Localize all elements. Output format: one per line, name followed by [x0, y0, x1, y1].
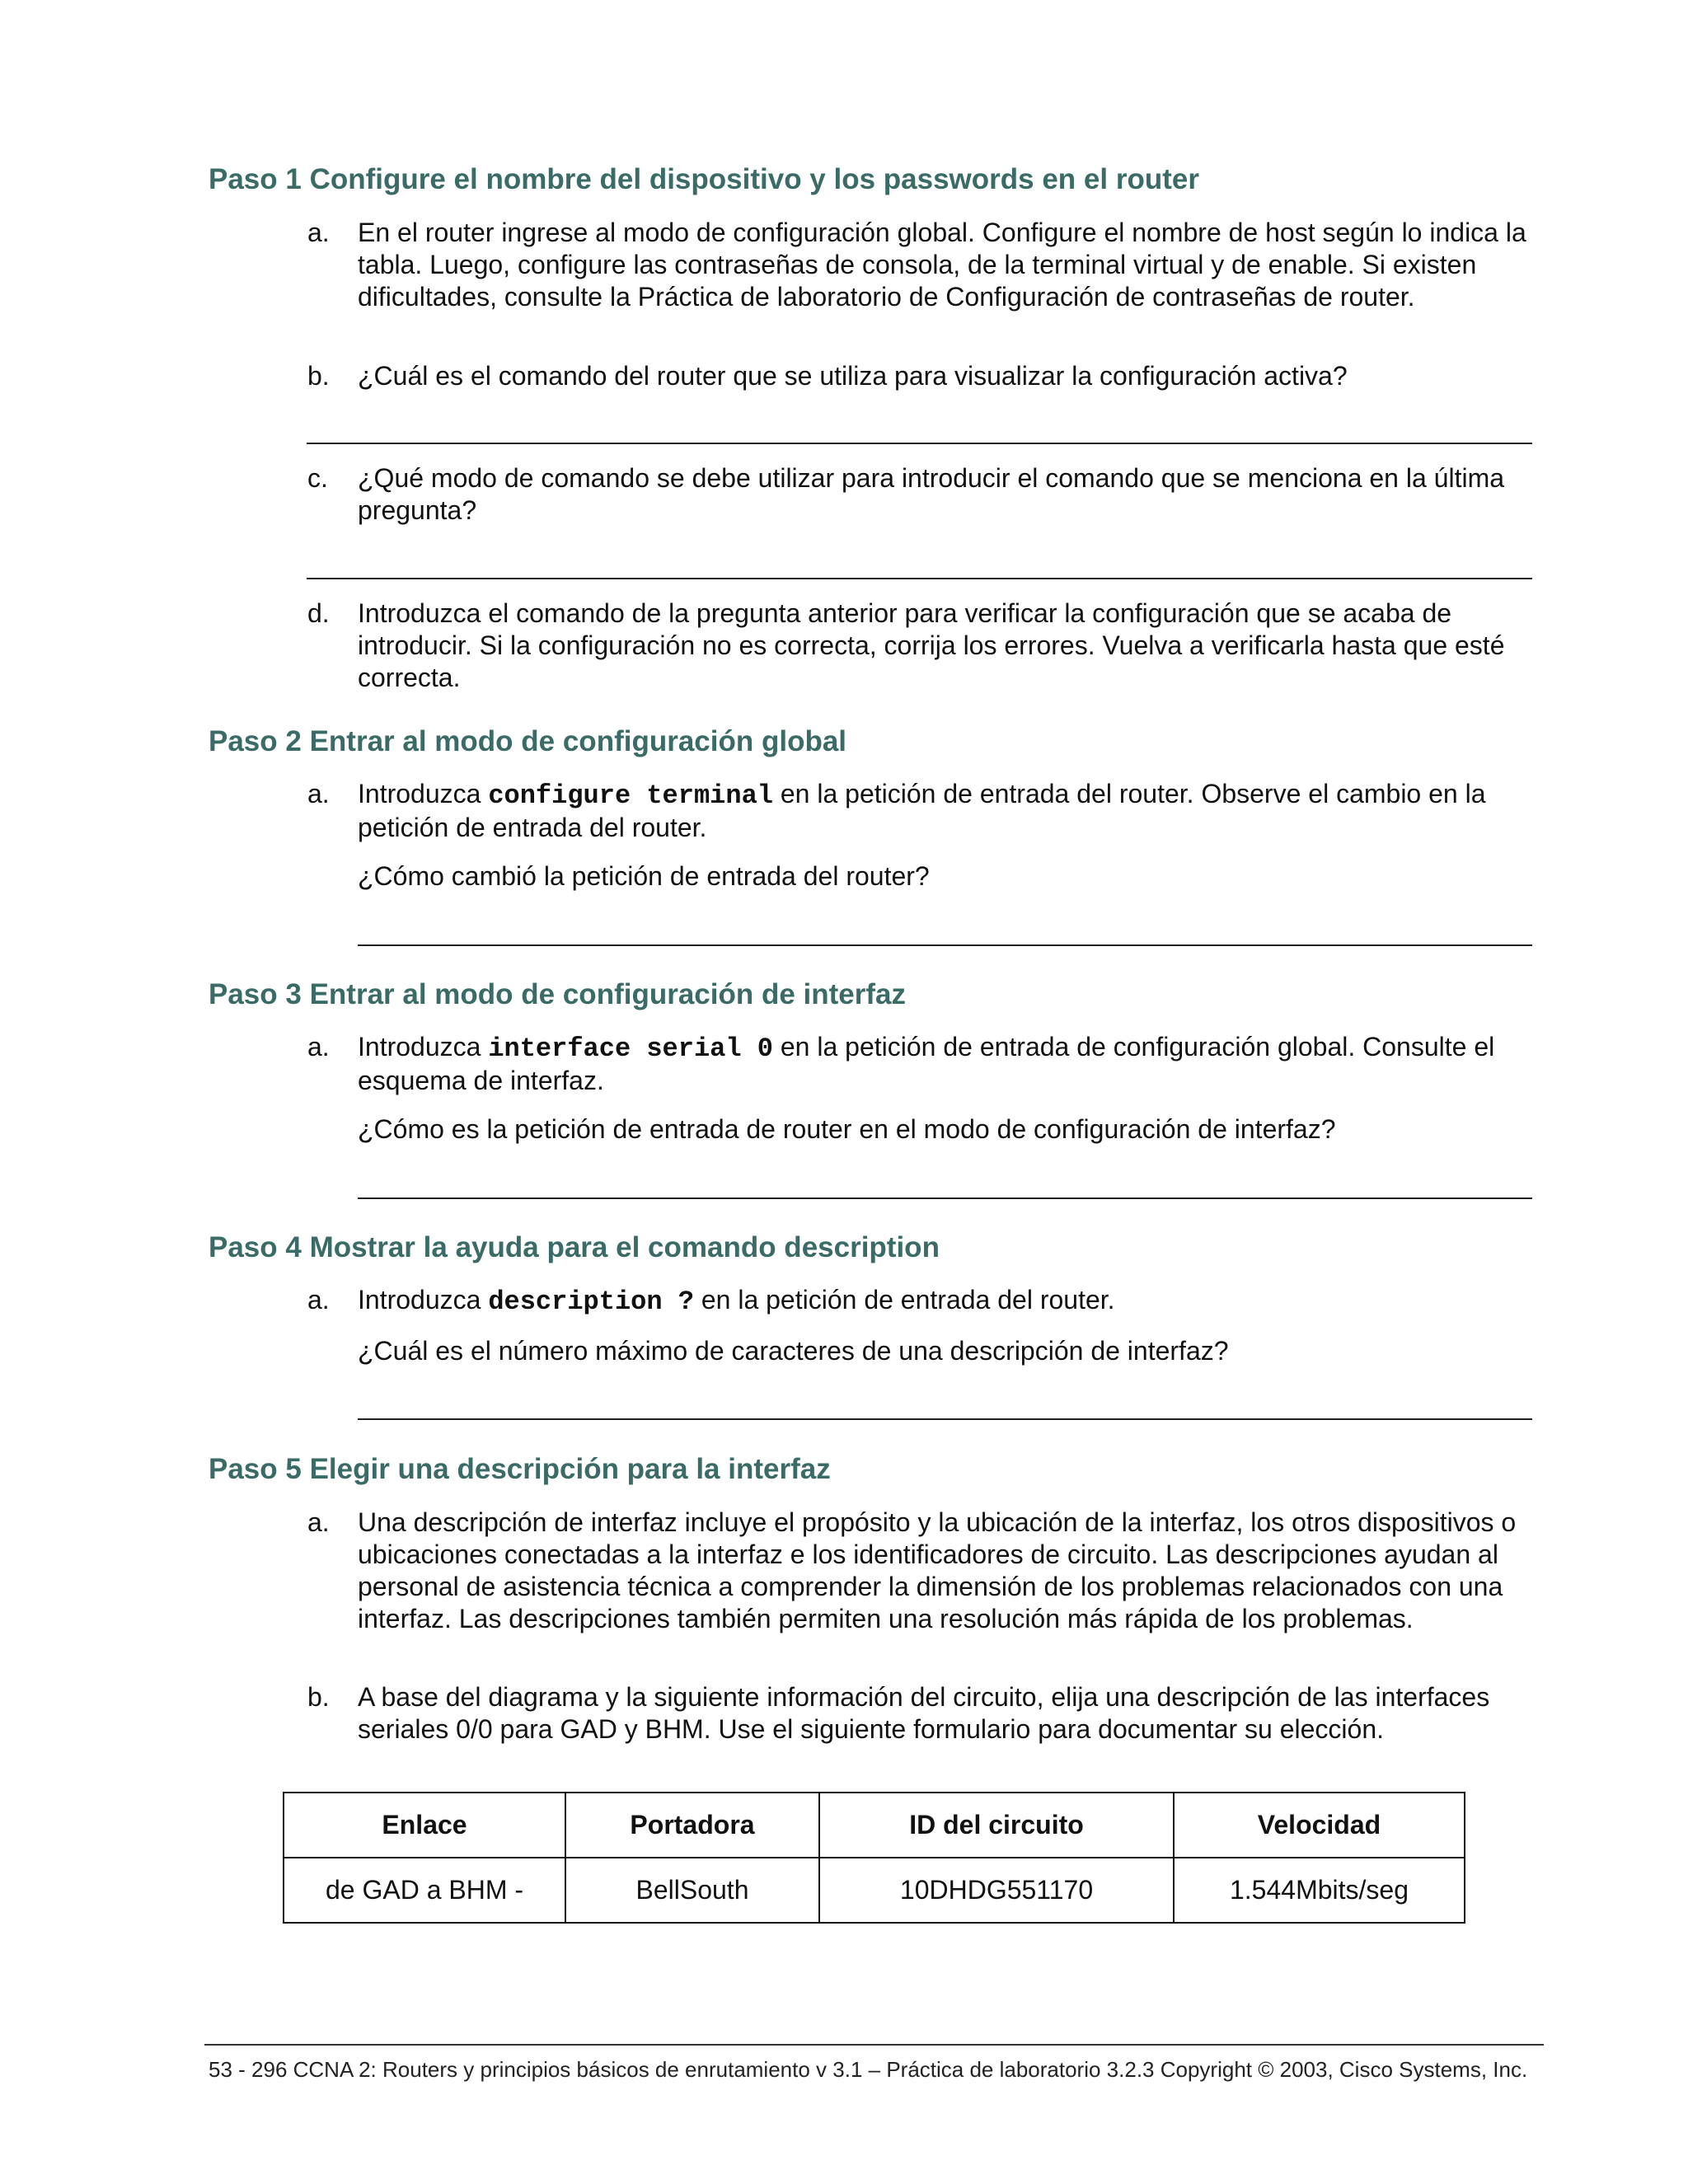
answer-line-3[interactable] [358, 1197, 1532, 1199]
paso4-heading: Paso 4 Mostrar la ayuda para el comando description [209, 1231, 940, 1263]
paso1-a-label: a. [307, 218, 330, 247]
paso2-a-label: a. [307, 779, 330, 808]
paso1-b-text: ¿Cuál es el comando del router que se utiliza para visualizar la configuración activa? [358, 361, 1348, 391]
paso1-d-label: d. [307, 598, 330, 628]
answer-line-1b[interactable] [307, 443, 1532, 444]
paso3-a-text: Introduzca interface serial 0 en la petición de entrada de configuración global. Consulte el esquema de interfaz. [358, 1032, 1495, 1095]
paso1-d-text: Introduzca el comando de la pregunta anterior para verificar la configuración que se acaba de introducir. Si la configuración no es correcta, corrija los errores. Vuelva a verificarla hasta que esté correcta. [358, 598, 1505, 692]
header-portadora: Portadora [565, 1793, 819, 1858]
cell-portadora: BellSouth [565, 1858, 819, 1923]
paso3-a-label: a. [307, 1032, 330, 1062]
command-interface-serial: interface serial 0 [488, 1033, 773, 1064]
cell-enlace[interactable]: de GAD a BHM - [284, 1858, 565, 1923]
answer-line-1c[interactable] [307, 578, 1532, 579]
header-velocidad: Velocidad [1174, 1793, 1465, 1858]
paso1-b-label: b. [307, 361, 330, 391]
paso5-b-text: A base del diagrama y la siguiente información del circuito, elija una descripción de las interfaces seriales 0/0 para GAD y BHM. Use el siguiente formulario para documentar su elección. [358, 1682, 1490, 1744]
paso1-c-label: c. [307, 463, 328, 493]
paso5-a-label: a. [307, 1507, 330, 1537]
table-row [284, 1858, 1465, 1923]
command-description: description ? [488, 1286, 694, 1317]
paso3-heading: Paso 3 Entrar al modo de configuración de interfaz [209, 978, 906, 1010]
paso1-a-text: En el router ingrese al modo de configuración global. Configure el nombre de host según lo indica la tabla. Luego, configure las contraseñas de consola, de la terminal virtual y de enable. Si existen dificultades, consulte la Práctica de laboratorio de Configuración de contraseñas de router. [358, 218, 1526, 312]
paso5-b-label: b. [307, 1682, 330, 1712]
answer-line-2[interactable] [358, 944, 1532, 946]
paso1-heading: Paso 1 Configure el nombre del dispositivo y los passwords en el router [209, 163, 1199, 195]
answer-line-4[interactable] [358, 1418, 1532, 1420]
page-footer: 53 - 296 CCNA 2: Routers y principios básicos de enrutamiento v 3.1 – Práctica de laboratorio 3.2.3 Copyright © 2003, Cisco Systems, Inc. [209, 2057, 1528, 2082]
command-configure-terminal: configure terminal [488, 780, 773, 811]
paso5-a-text: Una descripción de interfaz incluye el propósito y la ubicación de la interfaz, los otros dispositivos o ubicaciones conectadas a la interfaz e los identificadores de circuito. Las descripciones ayudan al personal de asistencia técnica a comprender la dimensión de los problemas relacionados con una interfaz. Las descripciones también permiten una resolución más rápida de los problemas. [358, 1507, 1517, 1633]
paso2-heading: Paso 2 Entrar al modo de configuración global [209, 725, 847, 757]
table-header-row [284, 1793, 1465, 1858]
paso3-question: ¿Cómo es la petición de entrada de router en el modo de configuración de interfaz? [358, 1114, 1336, 1144]
paso1-c-text: ¿Qué modo de comando se debe utilizar para introducir el comando que se menciona en la última pregunta? [358, 463, 1505, 525]
paso4-a-label: a. [307, 1285, 330, 1315]
cell-velocidad: 1.544Mbits/seg [1174, 1858, 1465, 1923]
circuit-table [283, 1792, 1465, 1924]
footer-divider [204, 2044, 1544, 2046]
cell-id-circuito: 10DHDG551170 [819, 1858, 1174, 1923]
paso2-a-text: Introduzca configure terminal en la petición de entrada del router. Observe el cambio en la petición de entrada del router. [358, 779, 1486, 842]
header-enlace: Enlace [284, 1793, 565, 1858]
paso4-a-text: Introduzca description ? en la petición de entrada del router. [358, 1285, 1115, 1317]
header-id-circuito: ID del circuito [819, 1793, 1174, 1858]
paso4-question: ¿Cuál es el número máximo de caracteres de una descripción de interfaz? [358, 1336, 1229, 1366]
paso2-question: ¿Cómo cambió la petición de entrada del router? [358, 861, 930, 891]
paso5-heading: Paso 5 Elegir una descripción para la interfaz [209, 1453, 831, 1485]
